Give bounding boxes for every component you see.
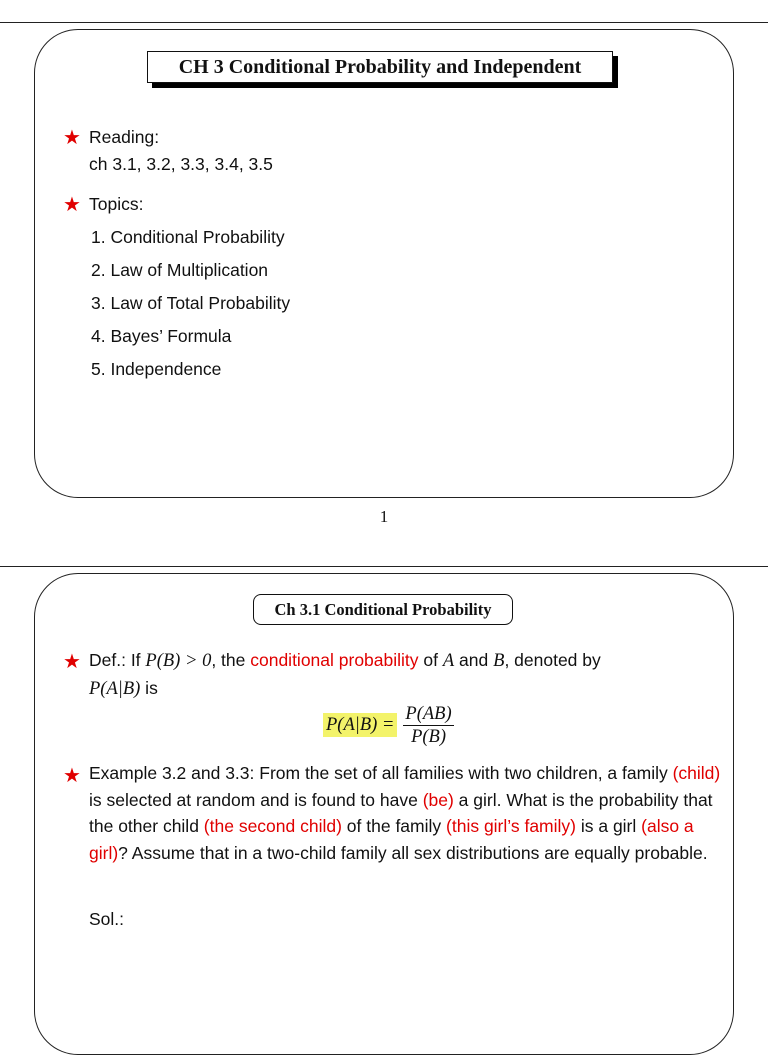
definition-text: Def.: If P(B) > 0, the conditional probability of A and B, denoted by P(A|B) is <box>89 650 601 699</box>
highlighted-term: (be) <box>422 789 454 810</box>
solution-label: Sol.: <box>89 909 125 929</box>
formula-fraction <box>403 703 453 748</box>
reading-label: Reading: <box>89 127 160 147</box>
math-inline: P(B) > 0 <box>145 651 212 671</box>
red-star-icon: ★ <box>63 765 81 787</box>
formula-denominator: P(B) <box>411 726 446 747</box>
highlighted-term: (also a girl) <box>89 816 694 863</box>
topic-item: 1. Conditional Probability <box>91 227 285 247</box>
math-inline: P(A|B) <box>89 678 141 699</box>
red-star-icon: ★ <box>63 651 81 673</box>
slide-2-title: Ch 3.1 Conditional Probability <box>253 594 513 625</box>
conditional-probability-formula <box>323 700 454 750</box>
math-inline: B <box>493 651 505 671</box>
red-star-icon: ★ <box>63 127 81 149</box>
page-number: 1 <box>379 507 389 526</box>
reading-detail: ch 3.1, 3.2, 3.3, 3.4, 3.5 <box>89 154 273 174</box>
topic-item: 4. Bayes’ Formula <box>91 326 232 346</box>
slide-1-title: CH 3 Conditional Probability and Independent <box>147 51 613 83</box>
topic-item: 3. Law of Total Probability <box>91 293 291 313</box>
formula-lhs: P(A|B) = <box>326 714 395 735</box>
math-inline: A <box>442 651 455 671</box>
topic-item: 2. Law of Multiplication <box>91 260 269 280</box>
formula-numerator: P(AB) <box>405 703 452 724</box>
example-text: Example 3.2 and 3.3: From the set of all families with two children, a family (child) is selected at random and is found to have (be) a girl. What is the probability that the other child (the second child) of the family (this girl’s family) is a girl (also a girl)? Assume that in a two-child family all sex distributions are equally probable. <box>89 763 721 863</box>
highlighted-term: conditional probability <box>250 650 419 670</box>
topics-label: Topics: <box>89 194 144 214</box>
red-star-icon: ★ <box>63 194 81 216</box>
formula-highlight <box>323 713 397 737</box>
top-rule <box>0 22 768 23</box>
highlighted-term: (the second child) <box>203 816 342 836</box>
highlighted-term: (this girl’s family) <box>446 816 576 836</box>
highlighted-term: (child) <box>672 763 721 783</box>
topic-item: 5. Independence <box>91 359 222 379</box>
slide-separator-rule <box>0 566 768 567</box>
